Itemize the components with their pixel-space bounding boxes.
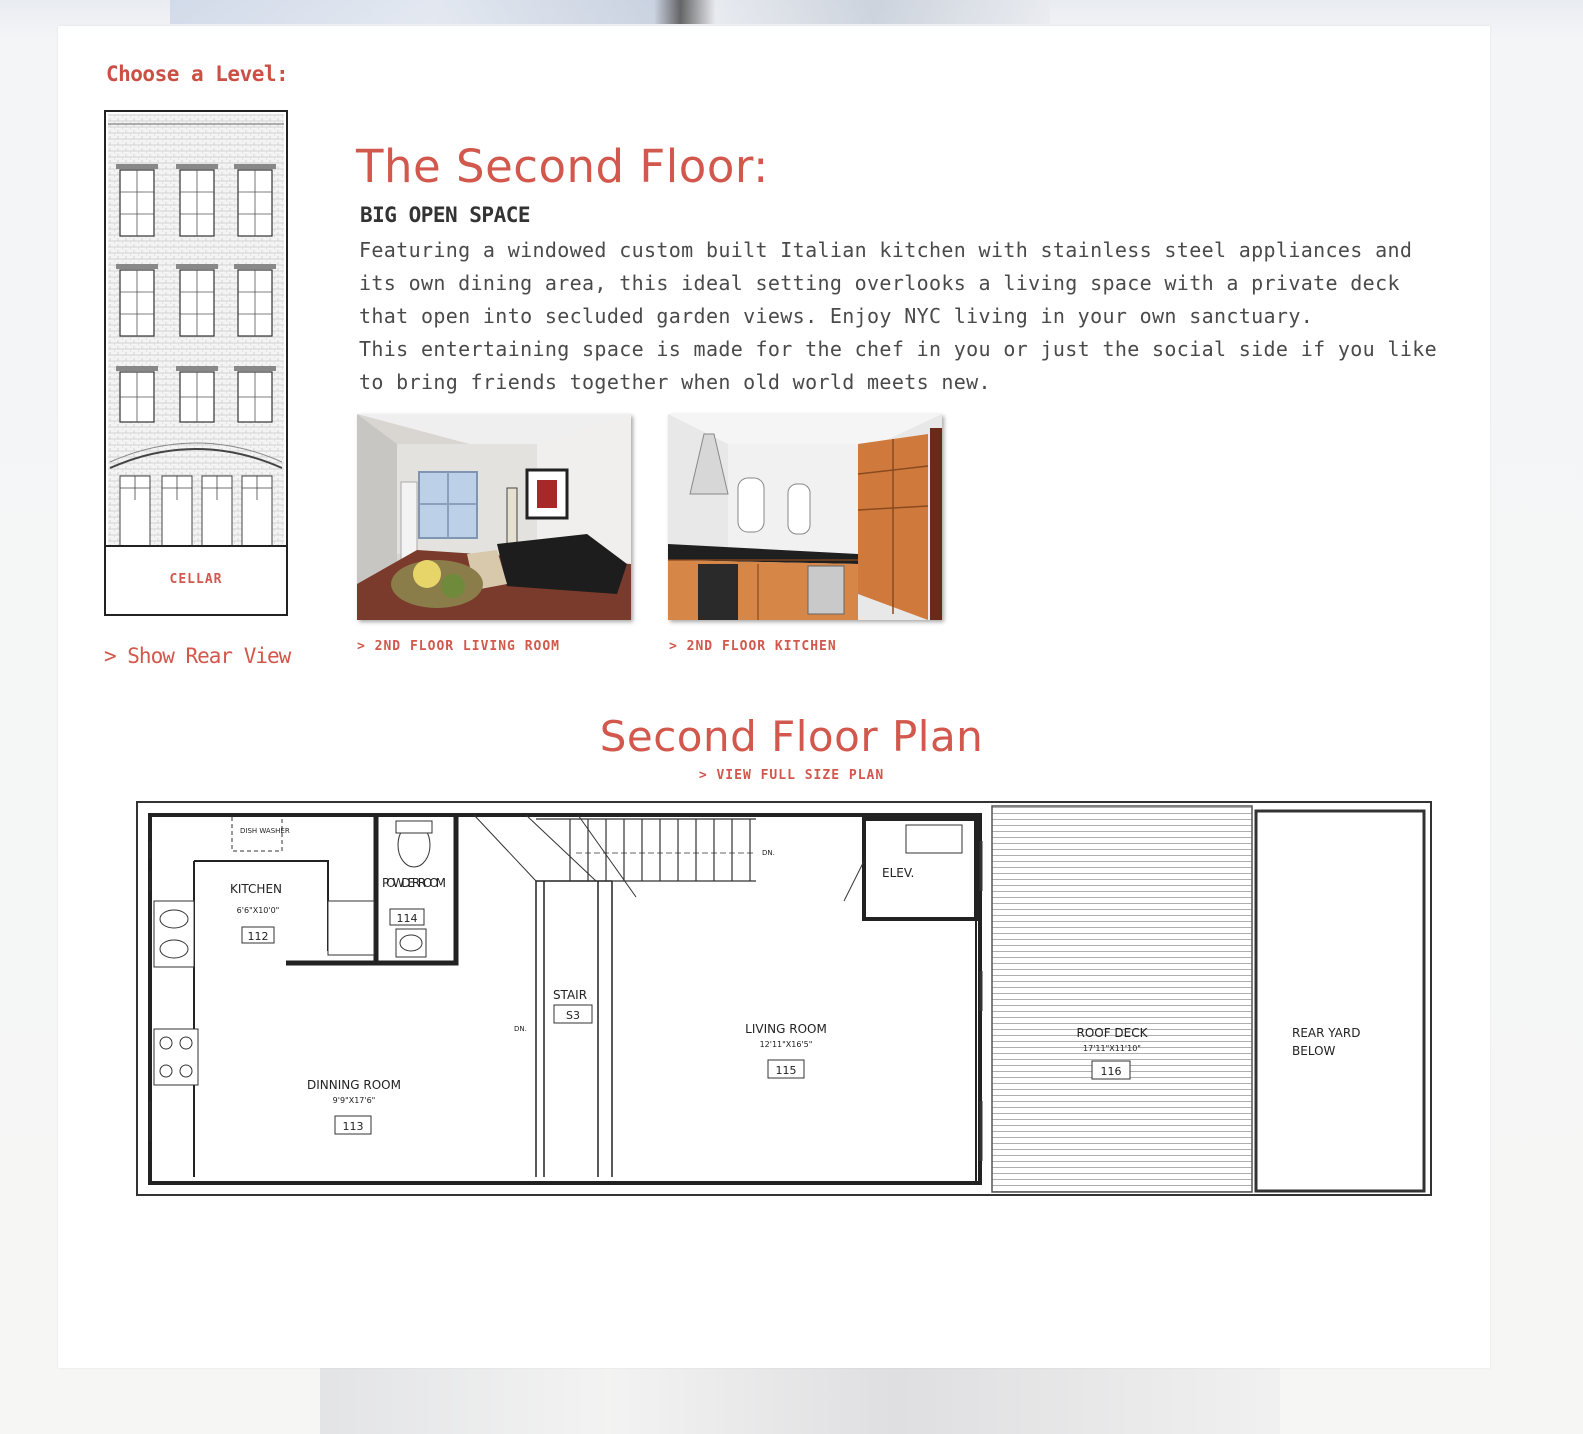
floor-plan-drawing [136,801,1432,1197]
dining-room-dims: 9'9"X17'6" [332,1096,376,1105]
living-room-photo[interactable] [357,414,631,620]
rear-yard-label: REAR YARD [1292,1026,1361,1040]
living-room-number: 115 [775,1064,797,1077]
dish-washer-label: DISH WASHER [240,827,290,835]
floor-subheading: BIG OPEN SPACE [360,203,531,227]
view-full-size-plan-link[interactable]: > VIEW FULL SIZE PLAN [698,768,885,783]
stair-label: STAIR [552,988,588,1002]
roof-deck-dims: 17'11"X11'10" [1083,1044,1141,1053]
living-room-label: LIVING ROOM [745,1022,827,1036]
kitchen-image [668,414,942,620]
floor-description [359,234,1449,399]
powder-room-label: POWDER ROOM [382,876,446,890]
roof-deck-label: ROOF DECK [1076,1026,1148,1040]
kitchen-photo-link[interactable]: > 2ND FLOOR KITCHEN [669,639,837,654]
show-rear-view-link[interactable]: > Show Rear View [104,644,291,668]
kitchen-dims: 6'6"X10'0" [236,906,280,915]
facade-level-label[interactable]: CELLAR [169,572,223,587]
facade-window-row [116,164,276,422]
description-paragraph: This entertaining space is made for the chef in you or just the social side if you like to bring friends together when old world meets new. [359,337,1438,394]
building-facade-level-selector[interactable] [104,110,288,616]
kitchen-number: 112 [247,930,269,943]
powder-room-number: 114 [396,912,418,925]
roof-deck-number: 116 [1100,1065,1122,1078]
dining-room-number: 113 [342,1120,364,1133]
dining-room-label: DINNING ROOM [307,1078,401,1092]
plan-title: Second Floor Plan [599,712,984,761]
background-photo-strip-top [170,0,1050,24]
facade-drawing [106,112,286,614]
rear-yard-below-label: BELOW [1292,1044,1336,1058]
description-paragraph: Featuring a windowed custom built Italian kitchen with stainless steel appliances and its own dining area, this ideal setting overlooks a living space with a private deck that open into secluded garden views. Enjoy NYC living in your own sanctuary. [359,238,1413,328]
elevator-label: ELEV. [882,866,915,880]
second-floor-plan[interactable] [136,801,1432,1197]
living-room-dims: 12'11"X16'5" [759,1040,813,1049]
floor-title: The Second Floor: [356,140,769,193]
stair-number: S3 [566,1009,580,1022]
background-photo-strip-bottom [320,1368,1280,1434]
kitchen-photo[interactable] [668,414,942,620]
living-room-image [357,414,631,620]
stair-down-label: DN. [514,1025,527,1033]
stair-down-label: DN. [762,849,775,857]
living-room-photo-link[interactable]: > 2ND FLOOR LIVING ROOM [357,639,561,654]
kitchen-label: KITCHEN [230,882,282,896]
choose-level-heading: Choose a Level: [106,62,289,86]
